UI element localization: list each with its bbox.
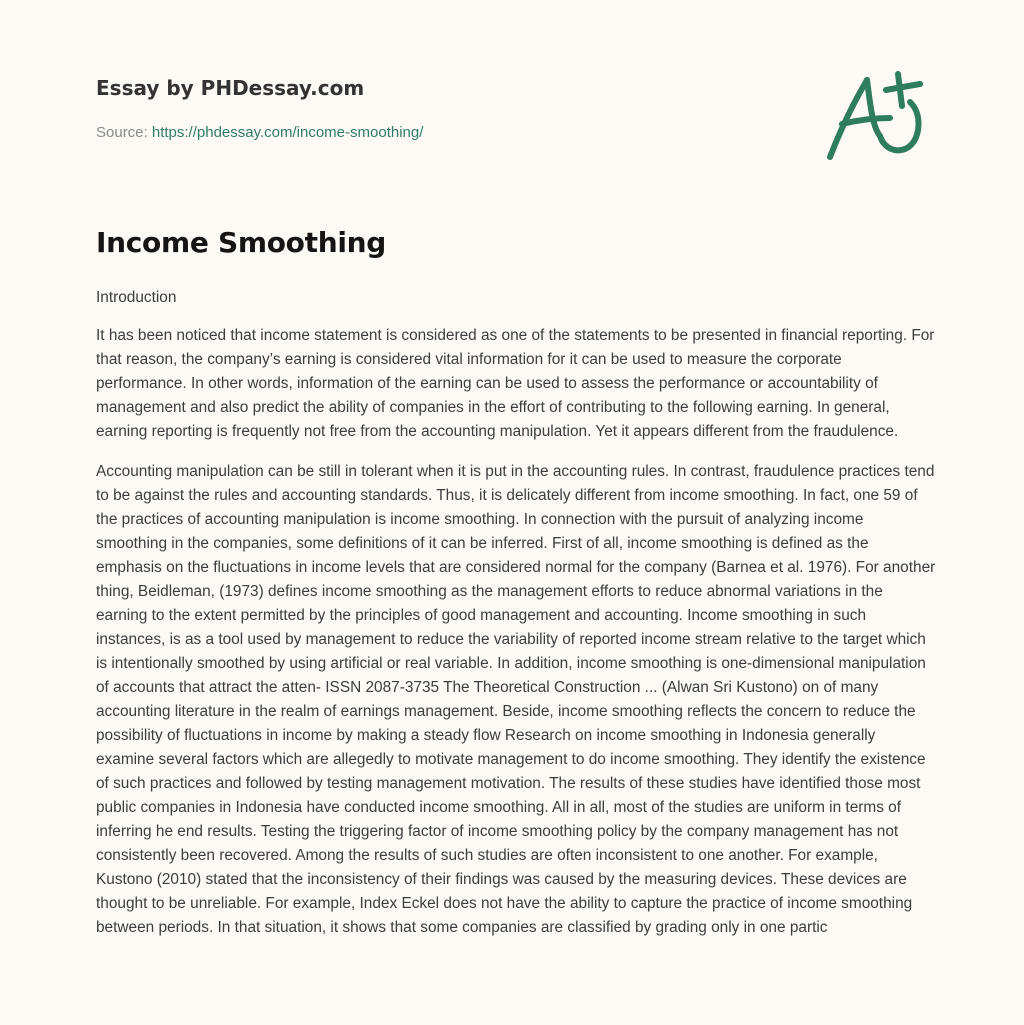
site-title: Essay by PHDessay.com <box>96 76 365 100</box>
section-label: Introduction <box>96 289 177 306</box>
site-header <box>96 76 796 141</box>
source-label: Source: <box>96 124 148 141</box>
source-link[interactable]: https://phdessay.com/income-smoothing/ <box>151 124 424 141</box>
paragraph: Accounting manipulation can be still in tolerant when it is put in the accounting rules. In contrast, fraudulence practices tend to be against the rules and accounting standards. Thus, it is delicately different from income smoothing. In fact, one 59 of the practices of accounting manipulation is income smoothing. In connection with the pursuit of analyzing income smoothing in the companies, some definitions of it can be inferred. First of all, income smoothing is defined as the emphasis on the fluctuations in income levels that are considered normal for the company (Barnea et al. 1976). For another thing, Beidleman, (1973) defines income smoothing as the management efforts to reduce abnormal variations in the earning to the extent permitted by the principles of good management and accounting. Income smoothing in such instances, is as a tool used by management to reduce the variability of reported income stream relative to the target which is intentionally smoothed by using artificial or real variable. In addition, income smoothing is one-dimensional manipulation of accounts that attract the atten- ISSN 2087-3735 The Theoretical Construction ... (Alwan Sri Kustono) on of many accounting literature in the realm of earnings management. Beside, income smoothing reflects the concern to reduce the possibility of fluctuations in income by making a steady flow Research on income smoothing in Indonesia generally examine several factors which are allegedly to motivate management to do income smoothing. They identify the existence of such practices and followed by testing management motivation. The results of these studies have identified those most public companies in Indonesia have conducted income smoothing. All in all, most of the studies are uniform in terms of inferring he end results. Testing the triggering factor of income smoothing policy by the company management has not consistently been recovered. Among the results of such studies are often inconsistent to one another. For example, Kustono (2010) stated that the inconsistency of their findings was caused by the measuring devices. These devices are thought to be unreliable. For example, Index Eckel does not have the ability to capture the practice of income smoothing between periods. In that situation, it shows that some companies are classified by grading only in one partic <box>96 463 936 936</box>
a-plus-grade-icon <box>820 64 930 168</box>
essay-content <box>96 286 936 956</box>
source-line <box>96 124 796 141</box>
essay-title: Income Smoothing <box>96 226 387 259</box>
paragraph: It has been noticed that income statement is considered as one of the statements to be presented in financial reporting. For that reason, the company’s earning is considered vital information for it can be used to measure the corporate performance. In other words, information of the earning can be used to assess the performance or accountability of management and also predict the ability of companies in the effort of contributing to the following earning. In general, earning reporting is frequently not free from the accounting manipulation. Yet it appears different from the fraudulence. <box>96 327 935 440</box>
